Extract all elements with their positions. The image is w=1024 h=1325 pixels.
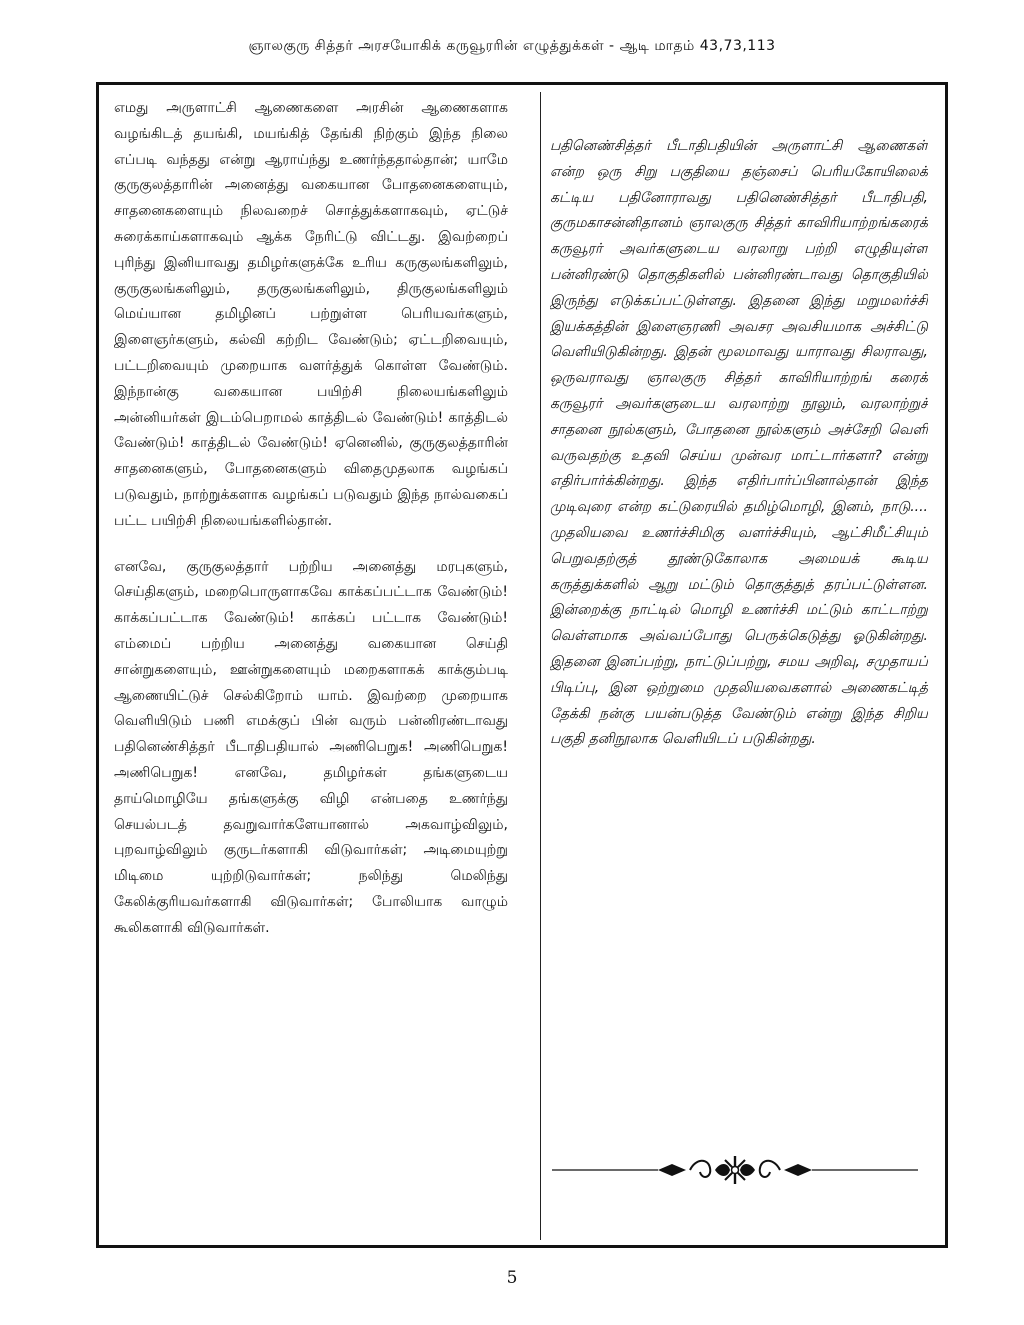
running-head: ஞாலகுரு சித்தர் அரசயோகிக் கருவூரரின் எழுத்துக்கள் - ஆடி மாதம் 43,73,113	[248, 38, 776, 54]
right-paragraph-1: பதினெண்சித்தர் பீடாதிபதியின் அருளாட்சி ஆணைகள் என்ற ஒரு சிறு பகுதியை தஞ்சைப் பெரியகோயிலைக் கட்டிய பதினோராவது பதினெண்சித்தர் பீடாதிபதி, குருமகாசன்னிதானம் ஞாலகுரு சித்தர் காவிரியாற்றங்கரைக் கருவூரர் அவர்களுடைய வரலாறு பற்றி எழுதியுள்ள பன்னிரண்டு தொகுதிகளில் பன்னிரண்டாவது தொகுதியில் இருந்து எடுக்கப்பட்டுள்ளது. இதனை இந்து மறுமலர்ச்சி இயக்கத்தின் இளைஞரணி அவசர அவசியமாக அச்சிட்டு வெளியிடுகின்றது. இதன் மூலமாவது யாராவது சிலராவது, ஒருவராவது ஞாலகுரு சித்தர் காவிரியாற்றங் கரைக் கருவூரர் அவர்களுடைய வரலாற்று நூலும், வரலாற்றுச் சாதனை நூல்களும், போதனை நூல்களும் அச்சேறி வெளி வருவதற்கு உதவி செய்ய முன்வர மாட்டார்களா? என்று எதிர்பார்க்கின்றது. இந்த எதிர்பார்ப்பினால்தான் இந்த முடிவுரை என்ற கட்டுரையில் தமிழ்மொழி, இனம், நாடு.... முதலியவை உணர்ச்சிமிகு வளர்ச்சியும், ஆட்சிமீட்சியும் பெறுவதற்குத் தூண்டுகோலாக அமையக் கூடிய கருத்துக்களில் ஆறு மட்டும் தொகுத்துத் தரப்பட்டுள்ளன. இன்றைக்கு நாட்டில் மொழி உணர்ச்சி மட்டும் காட்டாற்று வெள்ளமாக அவ்வப்போது பெருக்கெடுத்து ஓடுகின்றது. இதனை இனப்பற்று, நாட்டுப்பற்று, சமய அறிவு, சமுதாயப் பிடிப்பு, இன ஒற்றுமை முதலியவைகளால் அணைகட்டித் தேக்கி நன்கு பயன்படுத்த வேண்டும் என்று இந்த சிறிய பகுதி தனிநூலாக வெளியிடப் படுகின்றது.	[550, 138, 928, 748]
left-paragraph-2: எனவே, குருகுலத்தார் பற்றிய அனைத்து மரபுகளும், செய்திகளும், மறைபொருளாகவே காக்கப்பட்டாக வேண்டும்! காக்கப்பட்டாக வேண்டும்! காக்கப் பட்டாக வேண்டும்! எம்மைப் பற்றிய அனைத்து வகையான செய்தி சான்றுகளையும், ஊன்றுகளையும் மறைகளாகக் காக்கும்படி ஆணையிட்டுச் செல்கிறோம் யாம். இவற்றை முறையாக வெளியிடும் பணி எமக்குப் பின் வரும் பன்னிரண்டாவது பதினெண்சித்தர் பீடாதிபதியால் அணிபெறுக! அணிபெறுக! அணிபெறுக! எனவே, தமிழர்கள் தங்களுடைய தாய்மொழியே தங்களுக்கு விழி என்பதை உணர்ந்து செயல்படத் தவறுவார்களேயானால் அகவாழ்விலும், புறவாழ்விலும் குருடர்களாகி விடுவார்கள்; அடிமையுற்று மிடிமை யுற்றிடுவார்கள்; நலிந்து மெலிந்து கேலிக்குரியவர்களாகி விடுவார்கள்; போலியாக வாழும் கூலிகளாகி விடுவார்கள்.	[114, 558, 508, 936]
left-paragraph-1: எமது அருளாட்சி ஆணைகளை அரசின் ஆணைகளாக வழங்கிடத் தயங்கி, மயங்கித் தேங்கி நிற்கும் இந்த நிலை எப்படி வந்தது என்று ஆராய்ந்து உணர்ந்ததால்தான்; யாமே குருகுலத்தாரின் அனைத்து வகையான போதனைகளையும், சாதனைகளையும் நிலவறைச் சொத்துக்களாகவும், ஏட்டுச் சுரைக்காய்களாகவும் ஆக்க நேரிட்டு விட்டது. இவற்றைப் புரிந்து இனியாவது தமிழர்களுக்கே உரிய கருகுலங்களிலும், குருகுலங்களிலும், தருகுலங்களிலும், திருகுலங்களிலும் மெய்யான தமிழினப் பற்றுள்ள பெரியவர்களும், இளைஞர்களும், கல்வி கற்றிட வேண்டும்; ஏட்டறிவையும், பட்டறிவையும் முறையாக வளர்த்துக் கொள்ள வேண்டும். இந்நான்கு வகையான பயிற்சி நிலையங்களிலும் அன்னியர்கள் இடம்பெறாமல் காத்திடல் வேண்டும்! காத்திடல் வேண்டும்! காத்திடல் வேண்டும்! ஏனெனில், குருகுலத்தாரின் சாதனைகளும், போதனைகளும் விதைமுதலாக வழங்கப் படுவதும், நாற்றுக்களாக வழங்கப் படுவதும் இந்த நால்வகைப் பட்ட பயிற்சி நிலையங்களில்தான்.	[114, 100, 508, 529]
column-divider	[540, 92, 541, 1240]
flourish-ornament	[548, 1150, 922, 1190]
left-column	[114, 96, 508, 1242]
page-number: 5	[506, 1268, 518, 1288]
right-column	[550, 134, 928, 1046]
